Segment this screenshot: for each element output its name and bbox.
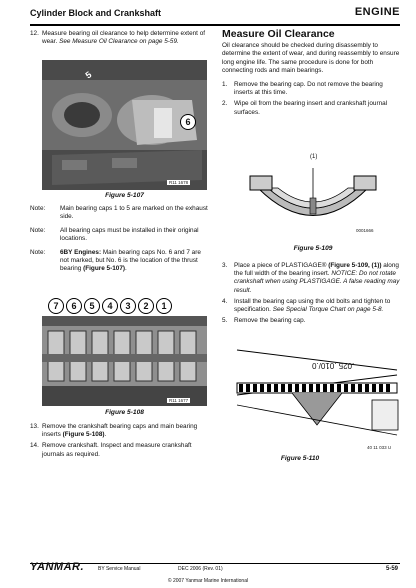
cross-ref-link[interactable]: See Special Torque Chart on page 5-8. (272, 306, 384, 314)
note-3: Note: 6BY Engines: Main bearing caps No. 6 and 7 are not marked, but No. 6 is the location of the thrust bearing (Figure 5-107). (30, 249, 201, 273)
page-number: 5-59 (386, 566, 399, 572)
step-14: 14. Remove crankshaft. Inspect and measure crankshaft journals as required. (30, 442, 192, 458)
figure-5-107-caption: Figure 5-107 (105, 192, 144, 199)
callout-1: (1) (310, 154, 318, 160)
section-heading: Measure Oil Clearance (222, 28, 335, 40)
page-header (30, 4, 400, 26)
callout-2: 2 (138, 298, 154, 314)
section-title: Cylinder Block and Crankshaft (30, 8, 162, 18)
note-1: Note: Main bearing caps 1 to 5 are marked on the exhaust side. (30, 205, 208, 221)
revision-date: DEC 2006 (Rev. 01) (178, 566, 223, 572)
notice-text: NOTICE: Do not rotate crankshaft when using PLASTIGAGE. A false reading may result. (234, 270, 400, 294)
figure-ref-link[interactable]: (Figure 5-107) (83, 265, 126, 273)
figure-ref-link[interactable]: (Figure 5-109, (1)) (328, 262, 382, 269)
callout-1: 1 (156, 298, 172, 314)
figure-5-108-callouts (48, 296, 208, 314)
callout-6: 6 (66, 298, 82, 314)
figure-5-107-photo (42, 60, 207, 190)
step-12: 12. Measure bearing oil clearance to help determine extent of wear. See Measure Oil Clearance on page 5-59. (30, 30, 206, 46)
cross-ref-link[interactable]: See Measure Oil Clearance on page 5-59. (59, 38, 179, 46)
left-column-bottom (30, 423, 210, 459)
figure-5-108-caption: Figure 5-108 (105, 409, 144, 416)
right-column-steps (222, 262, 402, 325)
chapter-title: ENGINE (354, 6, 400, 18)
right-column (222, 30, 402, 117)
callout-3: 3 (120, 298, 136, 314)
callout-5: 5 (84, 298, 100, 314)
step-2: 2. Wipe oil from the bearing insert and crankshaft journal surfaces. (222, 100, 388, 116)
intro-paragraph: Oil clearance should be checked during disassembly to determine the extent of wear, and during reassembly to ensure long engine life. The same procedure is done for both connecting rods and main bearings. (222, 42, 400, 74)
callout-4: 4 (102, 298, 118, 314)
step-4: 4. Install the bearing cap using the old bolts and tighten to specification. See Special Torque Chart on page 5-8. (222, 297, 391, 314)
figure-ref-code: 40 11 033 U (367, 445, 392, 450)
manual-name: BY Service Manual (98, 566, 141, 572)
step-5: 5. Remove the bearing cap. (222, 317, 306, 325)
callout-7: 7 (48, 298, 64, 314)
figure-ref-code: R11 1677 (169, 398, 189, 403)
footer-rule (30, 563, 400, 564)
figure-5-108-photo (42, 316, 207, 406)
cap-mark-label: 5 (83, 69, 94, 81)
figure-5-110-caption: Figure 5-110 (280, 455, 320, 462)
figure-5-109-drawing (238, 148, 388, 238)
step-13: 13. Remove the crankshaft bearing caps and main bearing inserts (Figure 5-108). (30, 423, 198, 439)
note-2: Note: All bearing caps must be installed in their original locations. (30, 227, 199, 243)
copyright: © 2007 Yanmar Marine International (167, 578, 249, 584)
figure-ref-link[interactable]: (Figure 5-108) (62, 431, 105, 439)
crankcase-illustration (42, 316, 207, 406)
figure-5-110-drawing (232, 345, 402, 455)
step-1: 1. Remove the bearing cap. Do not remove the bearing inserts at this time. (222, 81, 383, 97)
bearing-cap-illustration (238, 148, 388, 238)
figure-ref-code: R11 1678 (169, 180, 189, 185)
left-column (30, 30, 210, 46)
figure-ref-code: 0001666 (356, 228, 374, 233)
gauge-scale-text: .025 .010/.0 (312, 361, 355, 370)
callout-6: 6 (180, 114, 196, 130)
figure-5-109-caption: Figure 5-109 (293, 245, 333, 252)
yanmar-logo: YANMAR. (30, 561, 85, 573)
step-3: 3. Place a piece of PLASTIGAGE® (Figure 5-109, (1)) along the full width of the bearing insert. NOTICE: Do not rotate crankshaft when using PLASTIGAGE. A false reading may result. (222, 262, 400, 294)
